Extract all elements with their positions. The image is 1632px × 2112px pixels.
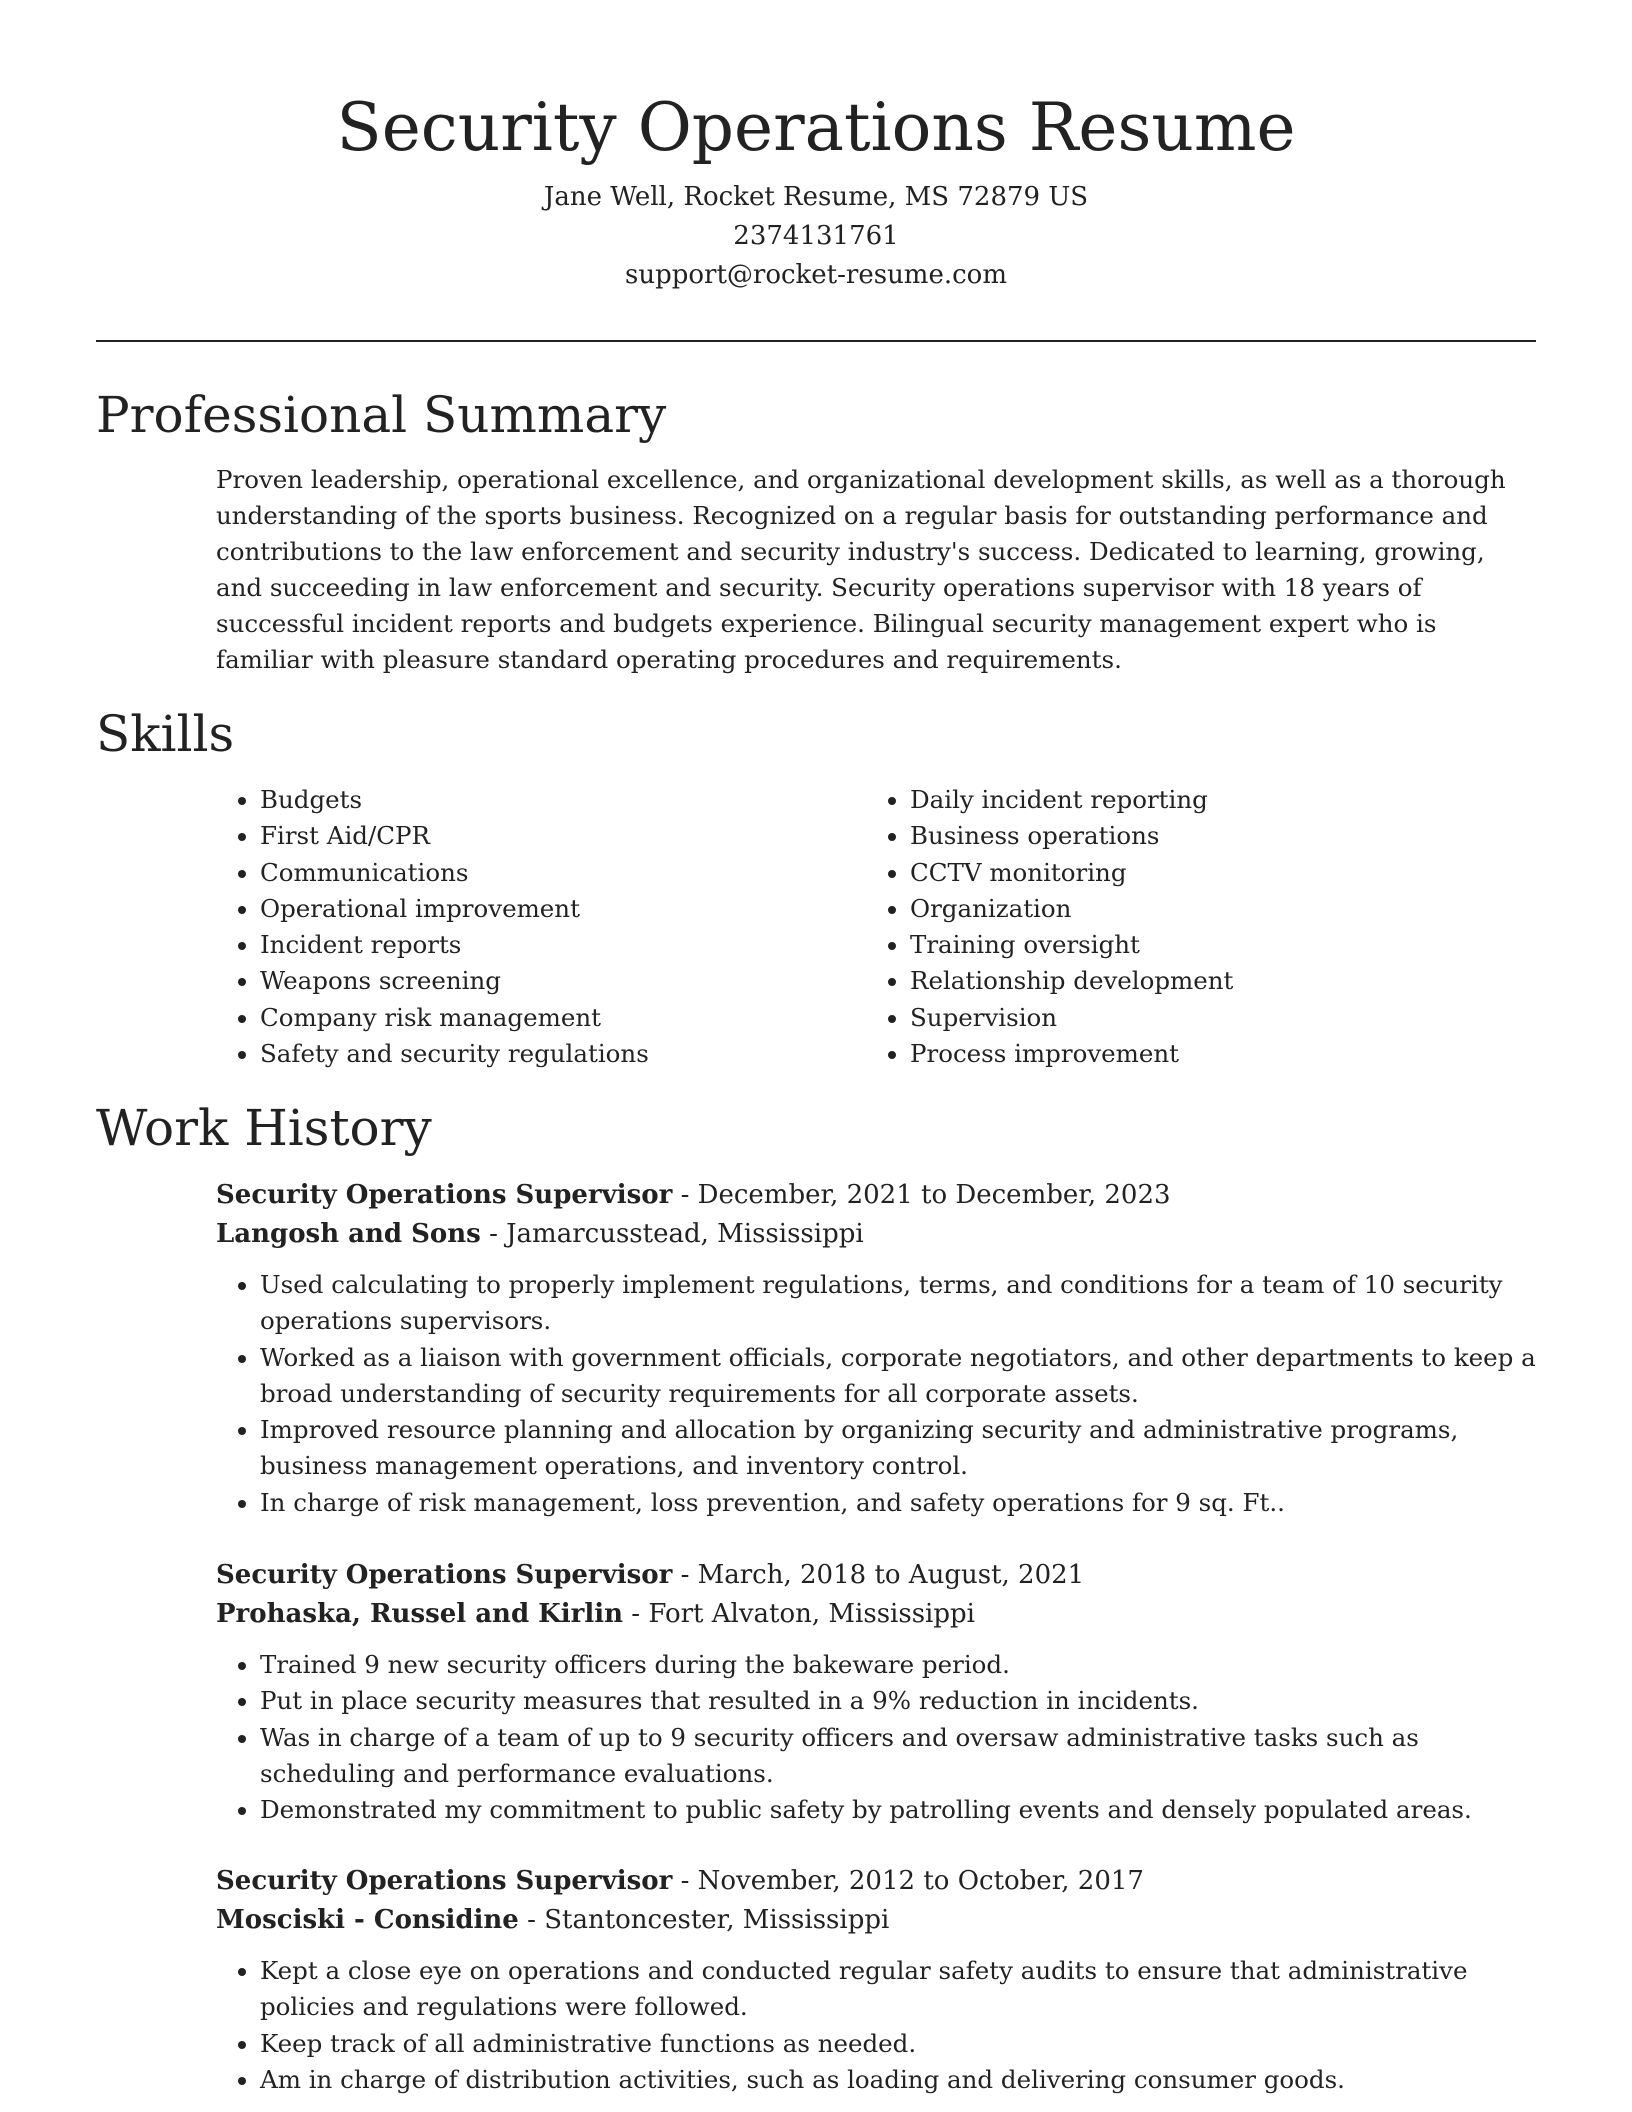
skill-item: • Company risk management [260, 1000, 866, 1036]
skills-heading: Skills [96, 705, 235, 763]
resume-header [0, 80, 1632, 295]
job-dates: March, 2018 to August, 2021 [697, 1560, 1085, 1590]
resume-title: Security Operations Resume [336, 89, 1296, 166]
skill-item: • First Aid/CPR [260, 818, 866, 854]
job-bullet: • In charge of risk management, loss prevention, and safety operations for 9 sq. Ft.. [260, 1485, 1536, 1521]
job-location: Stantoncester, Mississippi [544, 1905, 890, 1935]
job-title: Security Operations Supervisor [216, 1560, 673, 1590]
skill-item: • Training oversight [910, 927, 1516, 963]
separator: - [680, 1866, 698, 1896]
separator: - [680, 1180, 698, 1210]
skill-item: • Business operations [910, 818, 1516, 854]
skill-item: • Weapons screening [260, 963, 866, 999]
job-bullets [216, 1953, 1536, 2098]
job-company: Prohaska, Russel and Kirlin [216, 1599, 624, 1629]
job-bullets [216, 1267, 1536, 1521]
skill-item: • Budgets [260, 782, 866, 818]
job-dates: December, 2021 to December, 2023 [697, 1180, 1171, 1210]
job-bullet: • Am in charge of distribution activities, such as loading and delivering consumer goods. [260, 2062, 1536, 2098]
job-company: Mosciski - Considine [216, 1905, 519, 1935]
job-company-line [216, 1901, 1536, 1940]
skill-item: • Process improvement [910, 1036, 1516, 1072]
contact-email: support@rocket-resume.com [624, 260, 1007, 290]
separator: - [680, 1560, 698, 1590]
separator: - [527, 1905, 545, 1935]
skill-item: • Relationship development [910, 963, 1516, 999]
job-bullet: • Demonstrated my commitment to public safety by patrolling events and densely populated areas. [260, 1792, 1536, 1828]
job-bullet: • Put in place security measures that resulted in a 9% reduction in incidents. [260, 1683, 1536, 1719]
skill-item: • Safety and security regulations [260, 1036, 866, 1072]
header-divider [96, 340, 1536, 342]
skill-item: • CCTV monitoring [910, 855, 1516, 891]
job-company: Langosh and Sons [216, 1219, 481, 1249]
skill-item: • Incident reports [260, 927, 866, 963]
job-location: Jamarcusstead, Mississippi [506, 1219, 864, 1249]
job-entry [216, 1556, 1536, 1828]
contact-address: Jane Well, Rocket Resume, MS 72879 US [543, 182, 1089, 212]
skill-item: • Operational improvement [260, 891, 866, 927]
job-company-line [216, 1595, 1536, 1634]
job-entry [216, 1862, 1536, 2098]
job-title-line [216, 1556, 1536, 1595]
job-title-line [216, 1862, 1536, 1901]
job-bullet: • Trained 9 new security officers during the bakeware period. [260, 1647, 1536, 1683]
contact-phone: 2374131761 [733, 221, 899, 251]
job-entry [216, 1176, 1536, 1521]
separator: - [489, 1219, 507, 1249]
job-title: Security Operations Supervisor [216, 1180, 673, 1210]
skills-list [216, 782, 1536, 1072]
job-location: Fort Alvaton, Mississippi [648, 1599, 975, 1629]
summary-text: Proven leadership, operational excellence, and organizational development skills, as well as a thorough understanding of the sports business. Recognized on a regular basis for outstanding performance and contributions to the law enforcement and security industry's success. Dedicated to learning, growing, and succeeding in law enforcement and security. Security operations supervisor with 18 years of successful incident reports and budgets experience. Bilingual security management expert who is familiar with pleasure standard operating procedures and requirements. [216, 465, 1506, 674]
job-bullet: • Kept a close eye on operations and conducted regular safety audits to ensure that administrative policies and regulations were followed. [260, 1953, 1536, 2026]
skill-item: • Daily incident reporting [910, 782, 1516, 818]
skill-item: • Communications [260, 855, 866, 891]
job-bullet: • Worked as a liaison with government officials, corporate negotiators, and other departments to keep a broad understanding of security requirements for all corporate assets. [260, 1340, 1536, 1413]
skill-item: • Supervision [910, 1000, 1516, 1036]
job-title-line [216, 1176, 1536, 1215]
skills-column-right [866, 782, 1516, 1072]
job-bullets [216, 1647, 1536, 1828]
job-bullet: • Was in charge of a team of up to 9 security officers and oversaw administrative tasks such as scheduling and performance evaluations. [260, 1720, 1536, 1793]
separator: - [631, 1599, 649, 1629]
job-title: Security Operations Supervisor [216, 1866, 673, 1896]
job-company-line [216, 1215, 1536, 1254]
job-bullet: • Used calculating to properly implement regulations, terms, and conditions for a team of 10 security operations supervisors. [260, 1267, 1536, 1340]
job-bullet: • Improved resource planning and allocation by organizing security and administrative programs, business management operations, and inventory control. [260, 1412, 1536, 1485]
skills-column-left [216, 782, 866, 1072]
job-dates: November, 2012 to October, 2017 [697, 1866, 1144, 1896]
summary-heading: Professional Summary [96, 386, 667, 444]
job-bullet: • Keep track of all administrative functions as needed. [260, 2026, 1536, 2062]
work-history-heading: Work History [96, 1099, 432, 1157]
skill-item: • Organization [910, 891, 1516, 927]
